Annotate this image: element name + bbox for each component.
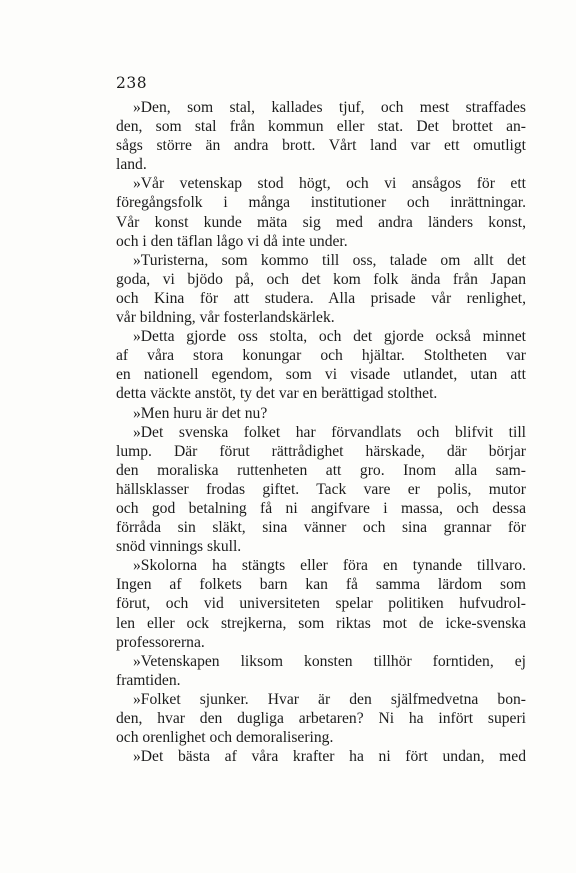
text-line: »Men huru är det nu? — [133, 404, 268, 422]
text-line: lump. Där förut rättrådighet härskade, där börjar — [116, 442, 526, 460]
text-line: framtiden. — [116, 671, 181, 689]
text-line: en nationell egendom, som vi visade utlandet, utan att — [116, 366, 526, 384]
text-line: och orenlighet och demoralisering. — [116, 729, 334, 747]
text-line: »Det svenska folket har förvandlats och blifvit till — [133, 423, 526, 441]
text-line: vår bildning, vår fosterlandskärlek. — [116, 309, 335, 327]
text-line: professorerna. — [116, 633, 205, 651]
page-number: 238 — [116, 74, 148, 92]
text-line: och i den täflan lågo vi då inte under. — [116, 232, 348, 250]
text-line: föregångsfolk i många institutioner och inrättningar. — [116, 194, 526, 212]
text-line: len eller ock strejkerna, som riktas mot de icke-svenska — [116, 614, 526, 632]
text-line: snöd vinnings skull. — [116, 538, 242, 556]
text-line: och god betalning få ni angifvare i massa, och dessa — [116, 499, 526, 517]
text-line: Vår konst kunde mäta sig med andra länders konst, — [116, 213, 526, 231]
text-line: den, som stal från kommun eller stat. Det brottet an- — [116, 118, 526, 136]
text-line: och Kina för att studera. Alla prisade vår renlighet, — [116, 289, 526, 307]
body-text — [116, 98, 526, 766]
text-line: hällsklasser frodas giftet. Tack vare er polis, mutor — [116, 480, 526, 498]
text-line: förut, och vid universiteten spelar politiken hufvudrol- — [116, 595, 526, 613]
text-line: »Vår vetenskap stod högt, och vi ansågos för ett — [133, 175, 526, 193]
text-line: förråda sin släkt, sina vänner och sina grannar för — [116, 519, 526, 537]
text-line: goda, vi bjödo på, och det kom folk ända från Japan — [116, 270, 526, 288]
text-line: den moraliska ruttenheten att gro. Inom alla sam- — [116, 461, 526, 479]
text-line: »Vetenskapen liksom konsten tillhör forntiden, ej — [133, 652, 526, 670]
text-line: af våra stora konungar och hjältar. Stoltheten var — [116, 347, 526, 365]
text-line: »Turisterna, som kommo till oss, talade om allt det — [133, 251, 526, 269]
text-line: »Detta gjorde oss stolta, och det gjorde också minnet — [133, 328, 526, 346]
text-line: detta väckte anstöt, ty det var en berättigad stolthet. — [116, 385, 438, 403]
text-line: land. — [116, 156, 147, 174]
text-line: Ingen af folkets barn kan få samma lärdom som — [116, 576, 526, 594]
text-line: den, hvar den dugliga arbetaren? Ni ha infört superi — [116, 710, 526, 727]
text-line: »Den, som stal, kallades tjuf, och mest straffades — [133, 99, 526, 116]
text-line: sågs större än andra brott. Vårt land var ett omutligt — [116, 137, 526, 155]
text-line: »Folket sjunker. Hvar är den själfmedvetna bon- — [133, 690, 526, 708]
text-line: »Skolorna ha stängts eller föra en tynande tillvaro. — [133, 557, 526, 575]
text-line: »Det bästa af våra krafter ha ni fört undan, med — [133, 748, 526, 766]
